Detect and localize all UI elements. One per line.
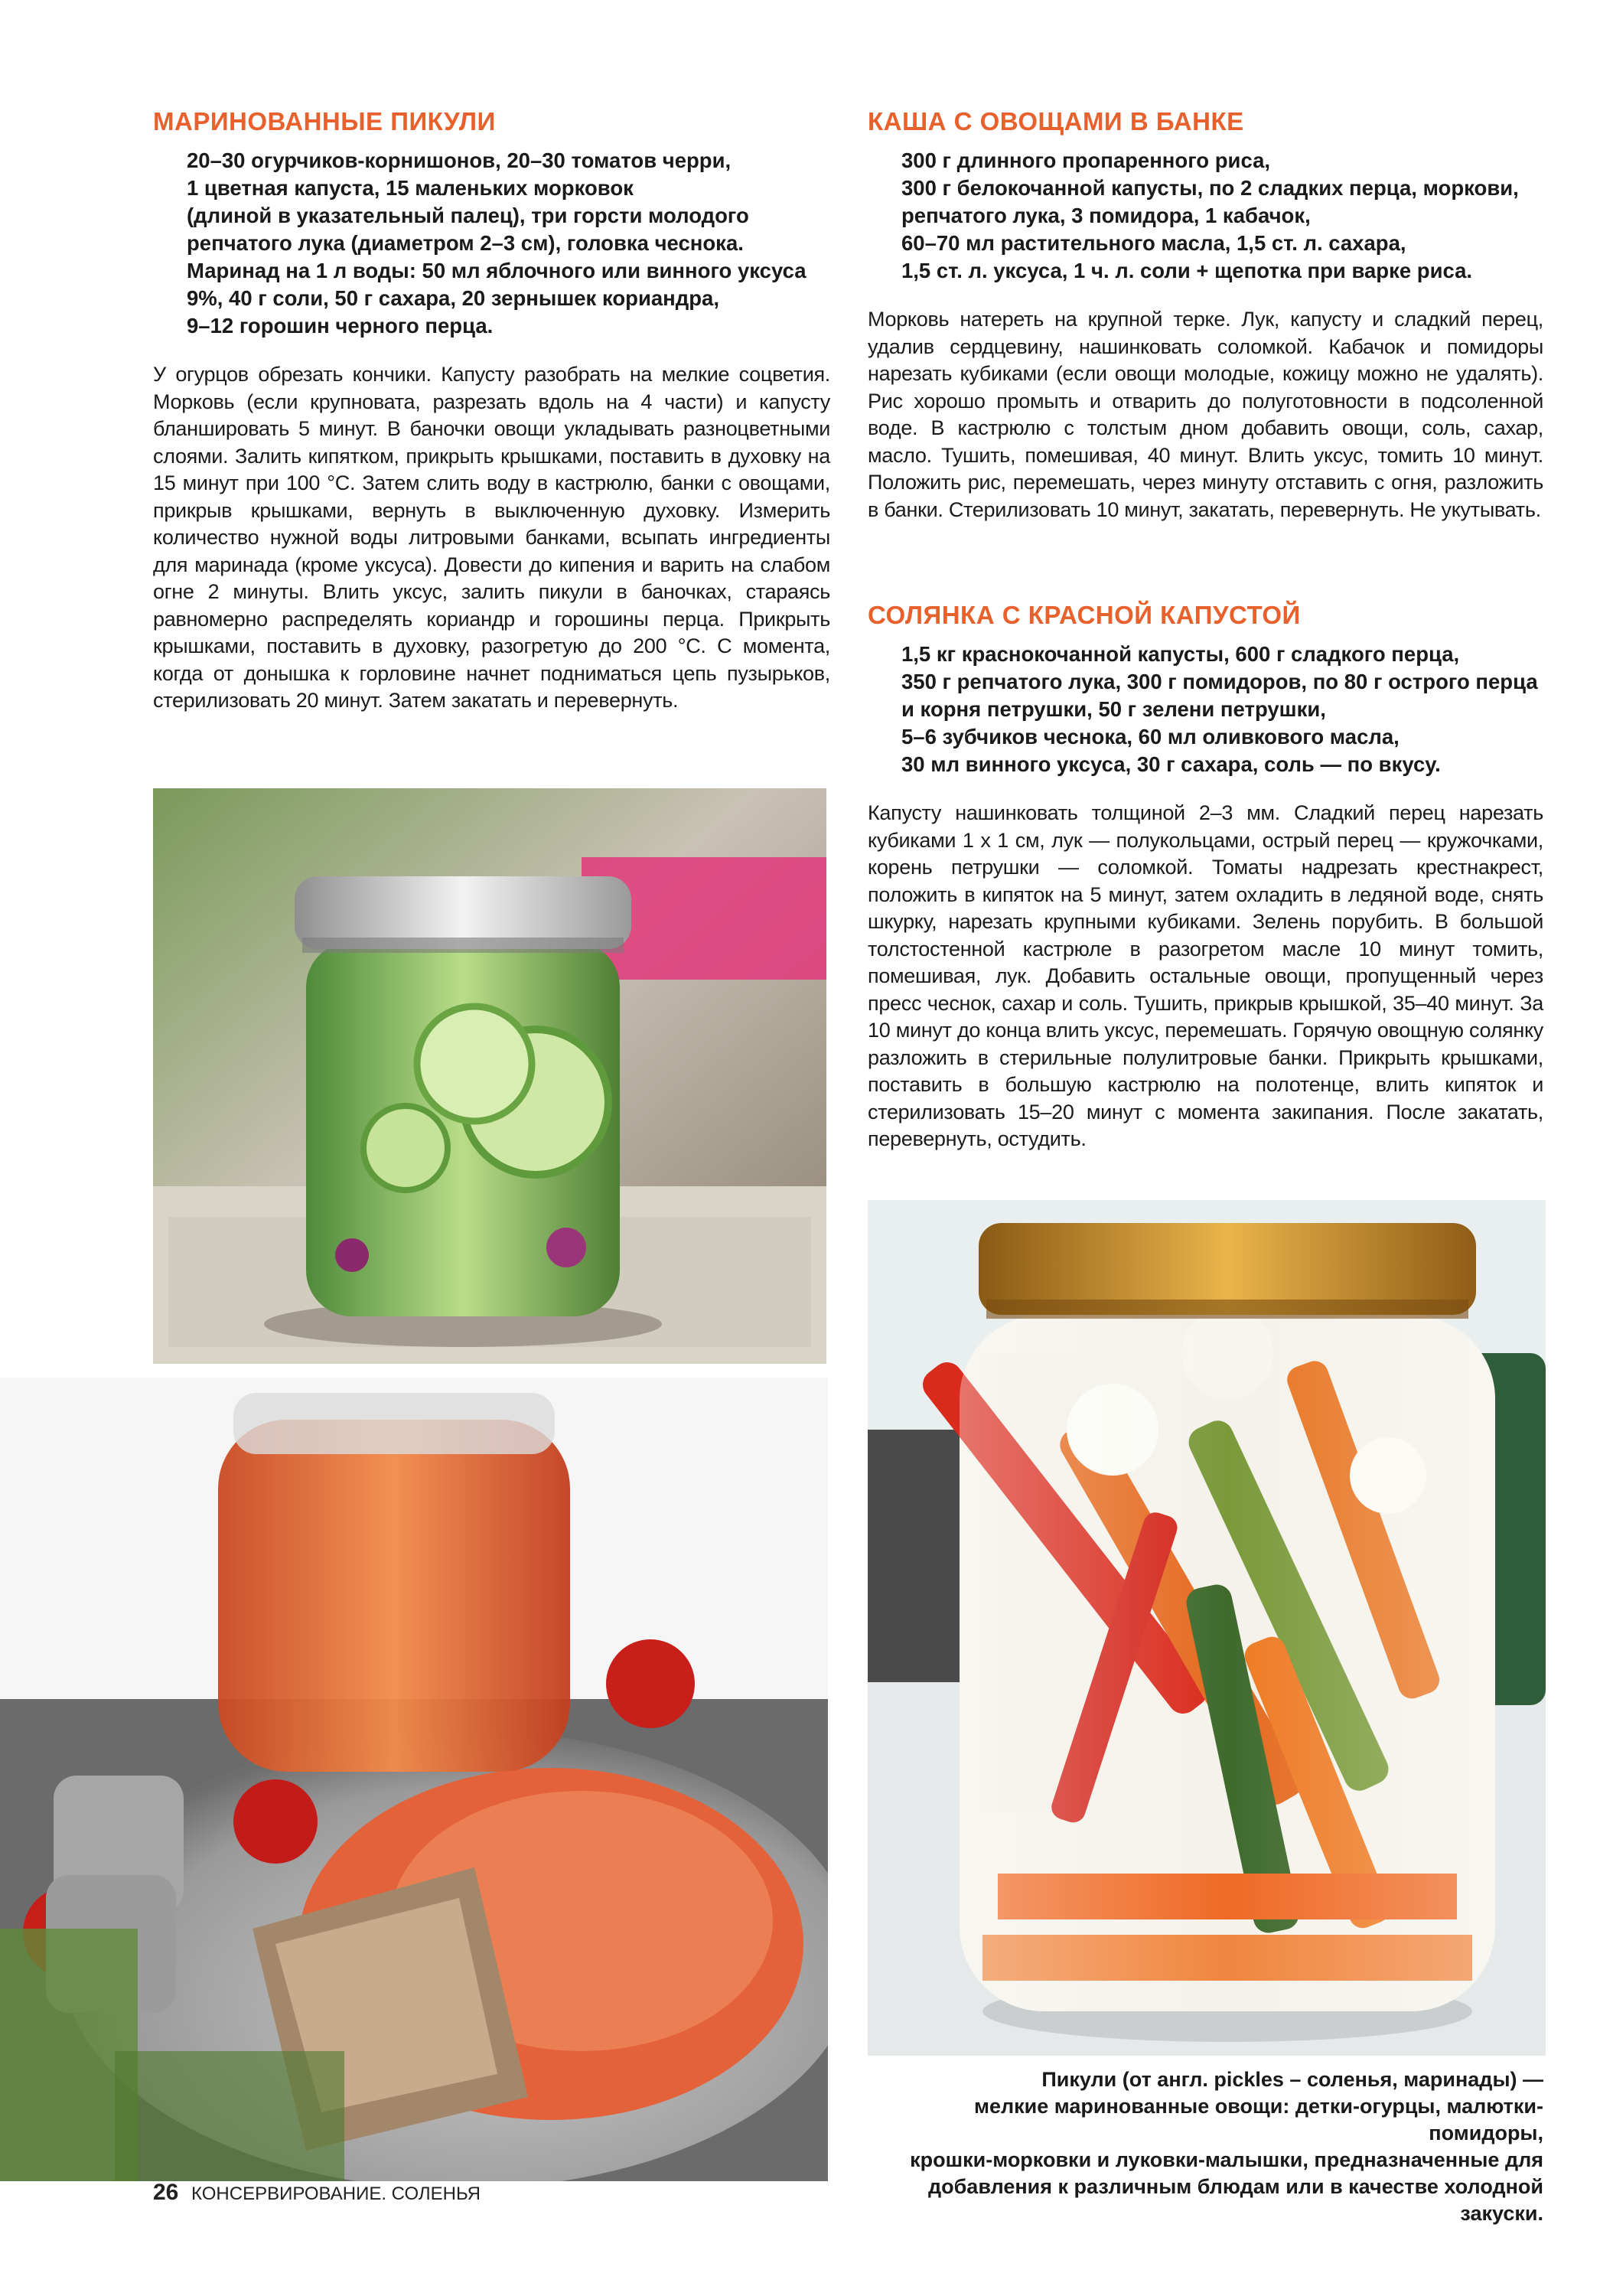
photo-solyanka-jar — [868, 1200, 1546, 2056]
recipe-ingredients: 20–30 огурчиков-корнишонов, 20–30 томатов черри, 1 цветная капуста, 15 маленьких морковок (длиной в указательный палец), три горсти молодого репчатого лука (диаметром 2–3 см), головка чеснока. Маринад на 1 л воды: 50 мл яблочного или винного уксуса 9%, 40 г соли, 50 г сахара, 20 зернышек кориандра, 9–12 горошин черного перца. — [187, 148, 806, 338]
photo-caption: Пикули (от англ. pickles – соленья, маринады) — мелкие маринованные овощи: детки-огурцы, малютки-помидоры, крошки-морковки и луковки-малышки, предназначенные для добавления к различным блюдам или в качестве холодной закуски. — [910, 2068, 1543, 2225]
recipe-method: Морковь натереть на крупной терке. Лук, капусту и сладкий перец, удалив сердцевину, нашинковать соломкой. Кабачок и помидоры нарезать кубиками (если овощи молодые, кожицу можно не удалять). Рис хорошо промыть и отварить до полуготовности в подсоленной воде. В кастрюлю с толстым дном добавить овощи, соль, сахар, масло. Тушить, помешивая, 40 минут. Влить уксус, томить 10 минут. Положить рис, перемешать, через минуту отставить с огня, разложить в банки. Стерилизовать 10 минут, закатать, перевернуть. Не укутывать. — [868, 308, 1543, 521]
recipe-title: КАША С ОВОЩАМИ В БАНКЕ — [868, 107, 1244, 135]
recipe-title: МАРИНОВАННЫЕ ПИКУЛИ — [153, 107, 496, 135]
page-number: 26 — [153, 2180, 179, 2205]
recipe-pickles — [153, 107, 830, 715]
recipe-title: СОЛЯНКА С КРАСНОЙ КАПУСТОЙ — [868, 601, 1301, 629]
section-name: КОНСЕРВИРОВАНИЕ. СОЛЕНЬЯ — [191, 2183, 481, 2204]
recipe-ingredients: 300 г длинного пропаренного риса, 300 г белокочанной капусты, по 2 сладких перца, моркови, репчатого лука, 3 помидора, 1 кабачок, 60–70 мл растительного масла, 1,5 ст. л. сахара, 1,5 ст. л. уксуса, 1 ч. л. соли + щепотка при варке риса. — [901, 148, 1519, 282]
recipe-method: Капусту нашинковать толщиной 2–3 мм. Сладкий перец нарезать кубиками 1 х 1 см, лук — полукольцами, острый перец — кружочками, корень петрушки — соломкой. Томаты надрезать крестнакрест, положить в кипяток на 5 минут, затем охладить в ледяной воде, снять шкурку, нарезать крупными кубиками. Зелень порубить. В большой толстостенной кастрюле в разогретом масле 10 минут томить, помешивая, лук. Добавить остальные овощи, пропущенный через пресс чеснок, сахар и соль. Тушить, прикрыв крышкой, 35–40 минут. За 10 минут до конца влить уксус, перемешать. Горячую овощную солянку разложить в стерильные полулитровые банки. Прикрыть крышками, поставить в большую кастрюлю на полотенце, влить кипяток и стерилизовать 15–20 минут с момента закипания. После закатать, перевернуть, остудить. — [868, 801, 1543, 1150]
recipe-method: У огурцов обрезать кончики. Капусту разобрать на мелкие соцветия. Морковь (если крупновата, разрезать вдоль на 4 части) и капусту бланшировать 5 минут. В баночки овощи укладывать разноцветными слоями. Залить кипятком, прикрыть крышками, поставить в духовку на 15 минут при 100 °С. Затем слить воду в кастрюлю, банки с овощами, прикрыв крышками, вернуть в выключенную духовку. Измерить количество нужной воды литровыми банками, всыпать ингредиенты для маринада (кроме уксуса). Довести до кипения и варить на слабом огне 2 минуты. Влить уксус, залить пикули в баночках, стараясь равномерно распределять кориандр и горошины перца. Прикрыть крышками, поставить в духовку, разогретую до 200 °С. С момента, когда от донышка к горловине начнет подниматься цепь пузырьков, стерилизовать 20 минут. Затем закатать и перевернуть. — [153, 363, 830, 712]
page-footer — [153, 2180, 481, 2206]
photo-porridge-jar — [0, 1378, 828, 2181]
recipe-porridge — [868, 107, 1543, 523]
recipe-ingredients: 1,5 кг краснокочанной капусты, 600 г сладкого перца, 350 г репчатого лука, 300 г помидоров, по 80 г острого перца и корня петрушки, 50 г зелени петрушки, 5–6 зубчиков чеснока, 60 мл оливкового масла, 30 мл винного уксуса, 30 г сахара, соль — по вкусу. — [901, 642, 1538, 776]
photo-pickles-jar — [153, 788, 826, 1364]
recipe-solyanka — [868, 601, 1543, 1153]
